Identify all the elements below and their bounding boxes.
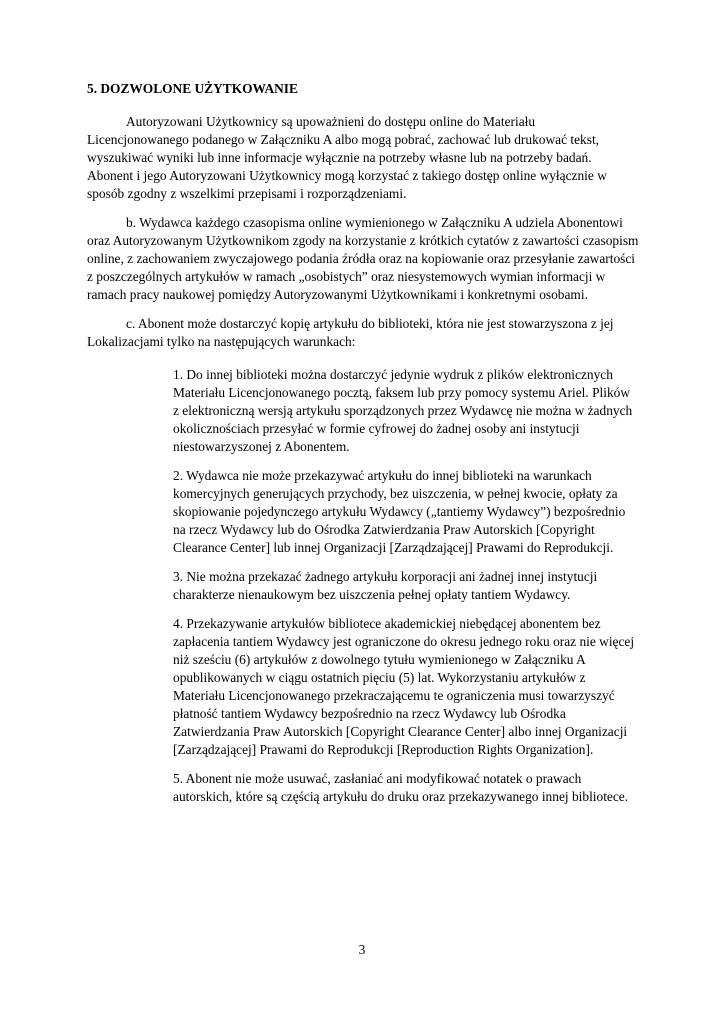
document-page [87, 80, 639, 817]
section-heading: 5. DOZWOLONE UŻYTKOWANIE [87, 81, 298, 96]
conditions-list [173, 366, 639, 806]
page-number: 3 [358, 942, 366, 957]
condition-item-1: 1. Do innej biblioteki można dostarczyć jedynie wydruk z plików elektronicznych Materiału Licencjonowanego pocztą, faksem lub przy pomocy systemu Ariel. Plików z elektroniczną wersją artykułu sporządzonych przez Wydawcę nie można w żadnych okolicznościach przesyłać w formie cyfrowej do żadnej osoby ani instytucji niestowarzyszonej z Abonentem. [173, 367, 633, 454]
paragraph-publisher-consent: b. Wydawca każdego czasopisma online wymienionego w Załączniku A udziela Abonentowi oraz Autoryzowanym Użytkownikom zgody na korzystanie z krótkich cytatów z zawartości czasopism online, z zachowaniem zwyczajowego podania źródła oraz na kopiowanie oraz przesyłanie zawartości z poszczególnych artykułów w ramach „osobistych” oraz niesystemowych wymian informacji w ramach pracy naukowej pomiędzy Autoryzowanymi Użytkownikami i konkretnymi osobami. [87, 215, 639, 302]
paragraph-authorized-users: Autoryzowani Użytkownicy są upoważnieni do dostępu online do Materiału Licencjonowanego podanego w Załączniku A albo mogą pobrać, zachować lub drukować tekst, wyszukiwać wyniki lub inne informacje wyłącznie na potrzeby własne lub na potrzeby badań. Abonent i jego Autoryzowani Użytkownicy mogą korzystać z takiego dostęp online wyłącznie w sposób zgodny z wszelkimi przepisami i rozporządzeniami. [87, 114, 607, 201]
paragraph-interlibrary-intro: c. Abonent może dostarczyć kopię artykułu do biblioteki, która nie jest stowarzyszona z jej Lokalizacjami tylko na następujących warunkach: [87, 316, 614, 349]
condition-item-4: 4. Przekazywanie artykułów bibliotece akademickiej niebędącej abonentem bez zapłacenia tantiem Wydawcy jest ograniczone do okresu jednego roku oraz nie więcej niż sześciu (6) artykułów z dowolnego tytułu wymienionego w Załączniku A opublikowanych w ciągu ostatnich pięciu (5) lat. Wykorzystaniu artykułów z Materiału Licencjonowanego przekraczającemu te ograniczenia musi towarzyszyć płatność tantiem Wydawcy bezpośrednio na rzecz Wydawcy lub Ośrodka Zatwierdzania Praw Autorskich [Copyright Clearance Center] albo innej Organizacji [Zarządzającej] Prawami do Reprodukcji [Reproduction Rights Organization]. [173, 616, 635, 757]
condition-item-2: 2. Wydawca nie może przekazywać artykułu do innej biblioteki na warunkach komercyjnych generujących przychody, bez uiszczenia, w pełnej kwocie, opłaty za skopiowanie pojedynczego artykułu Wydawcy („tantiemy Wydawcy”) bezpośrednio na rzecz Wydawcy lub do Ośrodka Zatwierdzania Praw Autorskich [Copyright Clearance Center] lub innej Organizacji [Zarządzającej] Prawami do Reprodukcji. [173, 468, 626, 555]
condition-item-3: 3. Nie można przekazać żadnego artykułu korporacji ani żadnej innej instytucji charakterze nienaukowym bez uiszczenia pełnej opłaty tantiem Wydawcy. [173, 569, 598, 602]
condition-item-5: 5. Abonent nie może usuwać, zasłaniać ani modyfikować notatek o prawach autorskich, które są częścią artykułu do druku oraz przekazywanego innej bibliotece. [173, 771, 629, 804]
